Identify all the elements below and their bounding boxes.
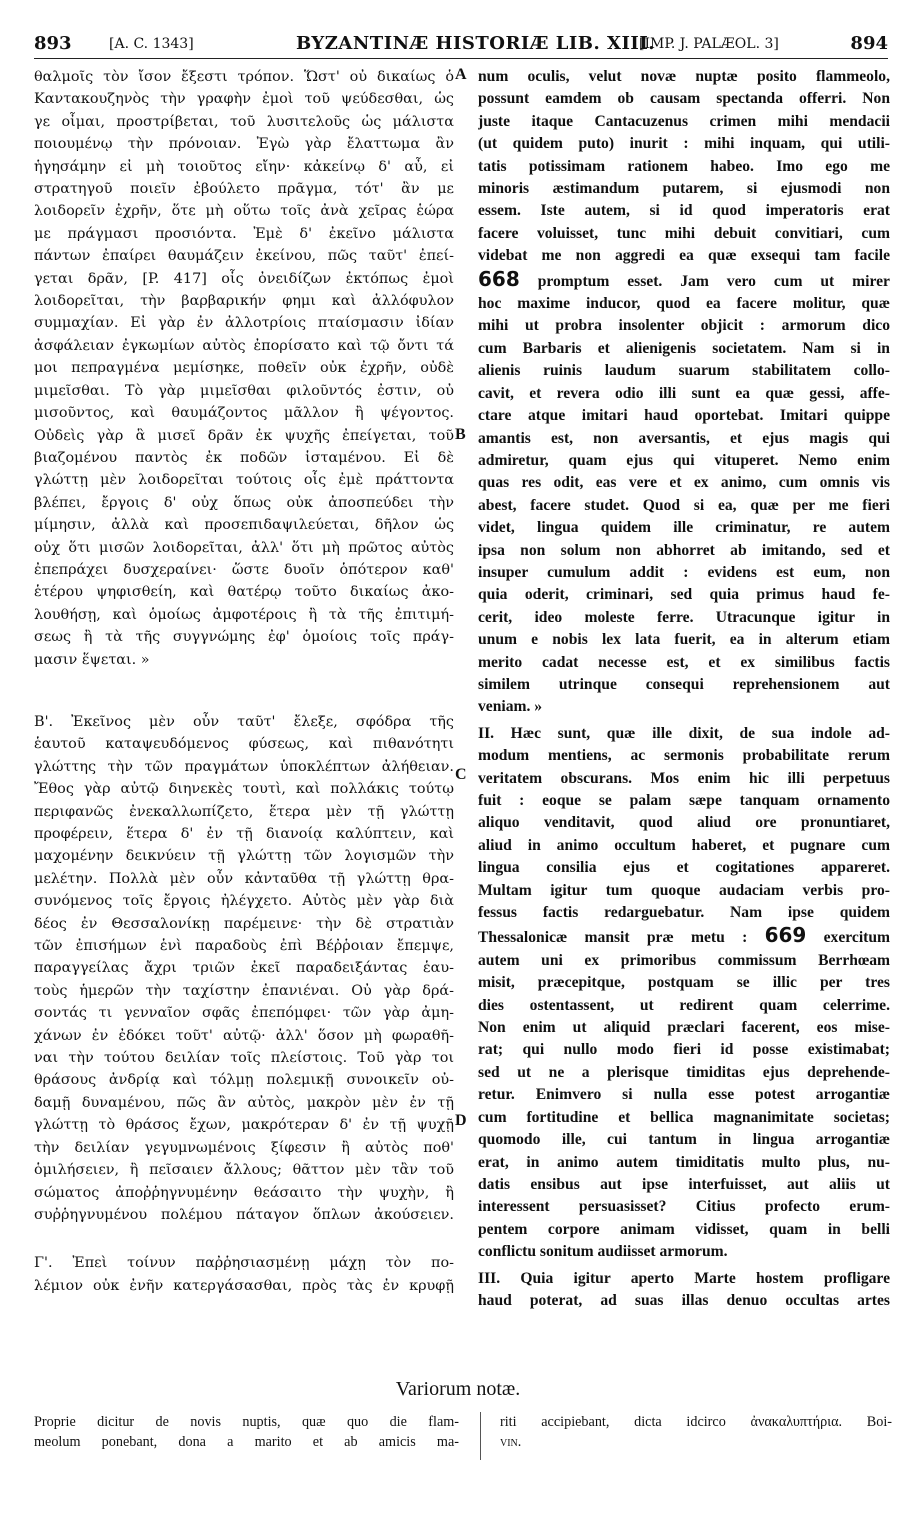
text-line: Ἔθος γὰρ αὐτῷ διηνεκὲς τουτὶ, καὶ πολλάκις τούτῳ: [34, 781, 454, 798]
text-line: ipsa non solum non abhorret ab imitando, sed et: [478, 541, 890, 559]
text-line: autem uni ex primoribus commissum Berrhœam: [478, 951, 890, 969]
text-line: ctare atque imitari haud oportebat. Imitari quippe: [478, 407, 890, 425]
text-line: ἑτέρου ψηφισθείη, καὶ θατέρῳ τοῦτο δικαίως ἀκο-: [34, 584, 454, 601]
text-line: meolum ponebant, dona a marito et ab amicis ma-: [34, 1434, 459, 1450]
text-line: Multam igitur tum quoque audaciam verbis pro-: [478, 881, 890, 899]
text-line: μιμεῖσθαι. Τὸ γὰρ μιμεῖσθαι φιλοῦντός ἐστιν, οὐ: [34, 382, 454, 399]
text-line: facere voluisset, tunc mihi debuit convitiari, cum: [478, 224, 890, 242]
text-line: γλώττῃ μὲν λοιδορεῖται τούτοις οἷς ἐμὲ πράττοντα: [34, 472, 454, 489]
text-line: quas res odit, eas vere et ex animo, cum omnis vis: [478, 474, 890, 492]
text-line: γε οἶμαι, προστρίβεται, τοῦ λυσιτελοῦς ὡς μάλιστα: [34, 113, 454, 130]
text-line: σοντάς τι γενναῖον σφᾶς ἐπεπόμφει· τῶν γὰρ ἀμη-: [34, 1005, 454, 1022]
text-line: ἀσφάλειαν ἐγκωμίων αὐτὸς ἐπορίσατο καὶ τῷ ὄντι τά: [34, 337, 454, 354]
text-line: γλώττῃ τὸ θράσος ἔχων, μακρότεραν δ' ἐν τῇ ψυχῇ: [34, 1117, 454, 1134]
text-line: amantis est, non aversantis, et ejus magis qui: [478, 429, 890, 447]
text-line: βλέπει, ἔργοις δ' οὐχ ὅπως οὐκ ἀποσπεύδει τὴν: [34, 494, 454, 511]
text-line: συῤῥηγνυμένου πολέμου πάταγον ὅπλων ἀκούσειεν.: [34, 1206, 454, 1223]
text-line: λοιδορεῖν ἐχρῆν, ὅτε μὴ οὕτω τοῖς ἀνὰ χεῖρας ἑώρα: [34, 203, 454, 220]
latin-column: [478, 66, 890, 1312]
text-line: aliquo venditavit, quod aliud ore pronuntiaret,: [478, 814, 890, 832]
text-line: quomodo ille, cui tantum in lingua arrogantiæ: [478, 1131, 890, 1149]
text-line: Γ'. Ἐπεὶ τοίνυν παῤῥησιασμένῃ μάχῃ τὸν πο-: [34, 1255, 454, 1272]
text-line: (ut quidem puto) inurit : mihi inquam, qui utili-: [478, 135, 890, 153]
text-line: admiretur, quam ejus qui vituperet. Nemo enim: [478, 451, 890, 469]
latin-paragraph-1: [478, 66, 890, 268]
text-line: προφέρειν, ἕτερα δ' ἐν τῇ διανοίᾳ καλύπτειν, καὶ: [34, 826, 454, 842]
text-line: τὴν δειλίαν γεγυμνωμένοις ξίφεσιν ἢ αὐτὸς ποθ': [34, 1139, 454, 1156]
text-line: Β'. Ἐκεῖνος μὲν οὖν ταῦτ' ἔλεξε, σφόδρα τῆς: [34, 713, 454, 730]
greek-paragraph-1: [34, 66, 454, 671]
text-line: τῶν ἐπισήμων ἑνὶ παραδοὺς ἐπὶ Βέῤῥοιαν ἔπεμψε,: [34, 938, 454, 955]
text-line: μελέτην. Πολλὰ μὲν οὖν κἀνταῦθα τῇ γλώττῃ θρα-: [34, 870, 454, 887]
text-line: ποιουμένῳ τὴν πρόνοιαν. Ἐγὼ γὰρ ἔλαττωμα ἂν: [34, 136, 454, 153]
text-line: λουθήσῃ, καὶ ὁμοίως ἀμφοτέροις ἢ τὰ τῆς ἐπιτιμή-: [34, 606, 454, 623]
text-line: μαχομένην δεικνύειν τῇ γλώττῃ τῶν λογισμῶν τὴν: [34, 848, 454, 865]
text-line: Οὐδεὶς γὰρ ἃ μισεῖ δρᾶν ἐκ ψυχῆς ἐπείγεται, τοῦ: [34, 427, 454, 444]
text-line: στρατηγοῦ ποιεῖν ἐβούλετο πρᾶγμα, τότ' ἂν με: [34, 181, 454, 198]
text-line: rat; qui nullo modo fieri id posse existimabat;: [478, 1041, 890, 1059]
note-right-column: [500, 1412, 892, 1452]
text-line: juste itaque Cantacuzenus crimen mihi mendacii: [478, 112, 890, 130]
left-year: [A. C. 1343]: [109, 36, 194, 52]
text-line: μοι πεπραγμένα μεμίσηκε, ποθεῖν οὐκ ἐχρῆν, οὐδὲ: [34, 360, 454, 377]
margin-letter-c: C: [455, 766, 467, 783]
text-line: μίμησιν, ἀλλὰ καὶ προσεπιδαψιλεύεται, δῆλον ὡς: [34, 517, 454, 534]
text-line: Proprie dicitur de novis nuptis, quæ quo die flam-: [34, 1414, 459, 1430]
text-line: sed ut ne a plerisque timiditas ejus deprehende-: [478, 1063, 890, 1081]
notes-title: Variorum notæ.: [395, 1378, 521, 1400]
text-line: παραγγείλας ἄχρι τριῶν ἐκεῖ παραδειξάντας ἑαυ-: [34, 960, 454, 977]
text-line: II. Hæc sunt, quæ ille dixit, de sua indole ad-: [478, 724, 890, 742]
text-line: cum fortitudine et bellica magnanimitate societas;: [478, 1108, 890, 1126]
text-line: λοιδορεῖται, τὴν βαρβαρικήν φημι καὶ ἀλλόφυλον: [34, 293, 454, 310]
margin-letter-b: B: [455, 426, 466, 443]
text-line: modum mentiens, ac sermonis probabilitate rerum: [478, 747, 890, 765]
text-line: hoc maxime inducor, quod ea facere molitur, quæ: [478, 295, 890, 313]
text-line: σώματος ἀποῤῥηγνυμένην θεάσαιτο τὴν ψυχὴν, ἢ: [34, 1184, 454, 1201]
text-line: haud poterat, ad suas illas denuo occultas artes: [478, 1291, 890, 1309]
note-right-line-1: riti accipiebant, dicta idcirco ἀνακαλυπτήρια. Boi-: [500, 1414, 892, 1430]
text-line: θαλμοῖς τὸν ἴσον ἔξεστι τρόπον. Ὥστ' οὐ δικαίως ὁ: [34, 69, 454, 85]
latin-paragraph-3: [478, 1268, 890, 1313]
text-line: ἐπεπράχει δυσχεραίνει· ὥστε δυοῖν ὁπότερον καθ': [34, 561, 454, 578]
text-line: γεται δρᾶν, [P. 417] οἷς ὀνειδίζων ἐκτόπως ἐμοὶ: [34, 270, 454, 287]
text-line: ναι τὴν τούτου δειλίαν τοῖς πλείστοις. Τοῦ γὰρ τοι: [34, 1050, 454, 1067]
text-line: alienis ruinis laudum suarum stabilitatem collo-: [478, 362, 890, 380]
latin-ref-line-668: 668 promptum esset. Jam vero cum ut mirer: [478, 267, 890, 291]
text-line: conflictu sonitum audiisset armorum.: [478, 1243, 728, 1261]
text-line: quia oderit, criminari, sed quia primus haud fe-: [478, 586, 890, 604]
text-line: με πράγμασι προσιόντα. Ἐμὲ δ' ἐκεῖνο μάλιστα: [34, 225, 454, 242]
text-line: λέμιον οὐκ ἐνῆν κατεργάσασθαι, πρὸς τὰς ἐν κρυφῇ: [34, 1277, 454, 1294]
latin-paragraph-2-cont: [478, 950, 890, 1264]
text-line: δέος ἐν Θεσσαλονίκῃ παρέμεινε· τὴν δὲ στρατιὰν: [34, 915, 454, 932]
text-line: unum e nobis lex lata fuerit, ea in alterum etiam: [478, 631, 890, 649]
text-line: veritatem obscurans. Mos enim hic illi perpetuus: [478, 769, 890, 787]
note-left-column: [34, 1412, 459, 1452]
text-line: videbat me non aggredi ea quæ exsequi tam facile: [478, 247, 890, 265]
text-line: datis ensibus aut ipse interfuisset, aut aliis ut: [478, 1175, 890, 1193]
right-page-number: 894: [850, 33, 888, 54]
text-line: πάντων ἐπαίρει θαυμάζειν ἐκείνου, πῶς ταῦτ' ἐπεί-: [34, 248, 454, 265]
text-line: τοὺς ἡμερῶν τὴν ταχίστην ἐπανιέναι. Οὐ γὰρ δρά-: [34, 982, 454, 999]
text-line: σεως ἢ τὰ τῆς συγγνώμης ἐφ' ὁμοίοις τοῖς πράγ-: [34, 629, 454, 646]
latin-paragraph-2: [478, 723, 890, 925]
left-page-number: 893: [34, 33, 72, 54]
text-line: misit, præcepitque, postquam se illic per tres: [478, 974, 890, 992]
text-line: βιαζομένου παντὸς ἐκ ποδῶν ἱσταμένου. Εἰ δὲ: [34, 449, 454, 466]
text-line: num oculis, velut novæ nuptæ posito flammeolo,: [478, 68, 890, 85]
text-line: θράσους ἀνδρίᾳ καὶ τόλμῃ πολεμικῇ συνοικεῖν οὐ-: [34, 1072, 454, 1089]
text-line: περιφανῶς ἐνεκαλλωπίζετο, ἕτερα μὲν τῇ γλώττῃ: [34, 803, 454, 820]
text-line: μασιν ἕψεται. »: [34, 651, 150, 668]
text-line: abest, facere studet. Quod si ea, quæ per me fieri: [478, 496, 890, 514]
imperial-reference: [IMP. J. PALÆOL. 3]: [639, 36, 779, 52]
text-line: χάνων ἐν ἐδόκει τοῦτ' αὐτῷ· ἀλλ' ὅσον μὴ φωραθῆ-: [34, 1027, 454, 1044]
text-line: essem. Iste autem, si id quod imperatoris erat: [478, 202, 890, 220]
text-line: aliud in animo occultum haberet, et pugnare cum: [478, 836, 890, 854]
text-line: similem utrinque consequi reprehensionem aut: [478, 675, 890, 693]
greek-paragraph-3: [34, 1252, 454, 1297]
margin-letter-a: A: [455, 66, 467, 83]
latin-paragraph-1-cont: [478, 293, 890, 719]
column-ref-668: 668: [478, 267, 520, 291]
running-head: [34, 32, 888, 59]
text-line: ὁμιλήσειεν, ἢ πεῖσαιεν ἄλλους; θᾶττον μὲν τἂν τοῦ: [34, 1162, 454, 1179]
text-line: fessus factis redarguebatur. Nam ipse quidem: [478, 904, 890, 922]
running-title: BYZANTINÆ HISTORIÆ LIB. XIII.: [296, 33, 656, 54]
text-line: videt, lingua quidem ille criminatur, re autem: [478, 519, 890, 537]
text-line: minoris æstimandum putarem, si ejusmodi non: [478, 180, 890, 198]
text-line: γλώττης τὴν τῶν πραγμάτων ὑποκλέπτων ἀλήθειαν.: [34, 758, 454, 775]
text-line: ἡγησάμην εἰ μὴ τοιοῦτος εἴην· κἀκείνῳ δ' αὖ, εἰ: [34, 158, 454, 175]
notes-divider: [480, 1412, 481, 1460]
text-line: tatis potissimam rationem habeo. Imo ego me: [478, 157, 890, 175]
text-line: III. Quia igitur aperto Marte hostem profligare: [478, 1269, 890, 1287]
text-line: retur. Enimvero si nulla esse potest arrogantiæ: [478, 1086, 890, 1104]
greek-column: [34, 66, 454, 1297]
text-line: possunt eamdem ob causam spectanda offerri. Non: [478, 90, 890, 108]
text-line: Non enim ut aliquid præclari facerent, eos mise-: [478, 1019, 890, 1037]
text-line: δαμῇ δυναμένου, πῶς ἂν αὐτὸς, μακρὸν μὲν ἐν τῇ: [34, 1094, 454, 1111]
text-line: lingua consilia ejus et cogitationes appareret.: [478, 859, 890, 877]
greek-paragraph-2: [34, 711, 454, 1226]
text-line: Καντακουζηνὸς τὴν γραφὴν ἐμοὶ τοῦ ψεύδεσθαι, ὡς: [34, 91, 454, 108]
note-right-line-2: vin.: [500, 1434, 522, 1450]
text-line: pentem corpore animam vidisset, quam in belli: [478, 1220, 890, 1238]
text-line: veniam. »: [478, 698, 543, 716]
text-line: μισοῦντος, καὶ θαυμάζοντος μᾶλλον ἢ ψέγοντος.: [34, 405, 454, 422]
text-line: mihi ut probra insolenter objicit : armorum dico: [478, 317, 890, 335]
text-line: interessent persuasisset? Citius profecto erum-: [478, 1198, 890, 1216]
text-line: erat, in animo autem timiditatis multo plus, nu-: [478, 1153, 890, 1171]
column-ref-669: 669: [764, 924, 807, 948]
margin-letter-d: D: [455, 1112, 467, 1129]
text-line: merito cadat necesse est, et ex similibus factis: [478, 653, 890, 671]
text-line: οὐχ ὅτι μισῶν λοιδορεῖται, ἀλλ' ὅτι μὴ πρῶτος αὐτὸς: [34, 539, 454, 556]
text-line: ἑαυτοῦ καταψευδόμενος φύσεως, καὶ πιθανότητι: [34, 736, 454, 753]
latin-ref-line-669: Thessalonicæ mansit præ metu : 669 exercitum: [478, 924, 890, 948]
text-line: cerit, ideo moleste ferre. Utracunque igitur in: [478, 608, 890, 626]
text-line: insuper cumulum addit : evidens est eum, non: [478, 563, 890, 581]
text-line: συμμαχίαν. Εἰ γὰρ ἐν ἀλλοτρίοις πταίσμασιν ἰδίαν: [34, 315, 454, 332]
text-line: συνόμενος τοῖς ἔργοις ἠλέγχετο. Αὐτὸς μὲν γὰρ διὰ: [34, 893, 454, 910]
text-line: fuit : eoque se palam sæpe tanquam ornamento: [478, 792, 890, 809]
text-line: cum Barbaris et alienigenis societatem. Nam si in: [478, 339, 890, 357]
text-line: dies ostentassent, ut redirent quam celerrime.: [478, 996, 890, 1014]
text-line: cavit, et revera odio illi sunt ea quæ gessi, affe-: [478, 384, 890, 402]
